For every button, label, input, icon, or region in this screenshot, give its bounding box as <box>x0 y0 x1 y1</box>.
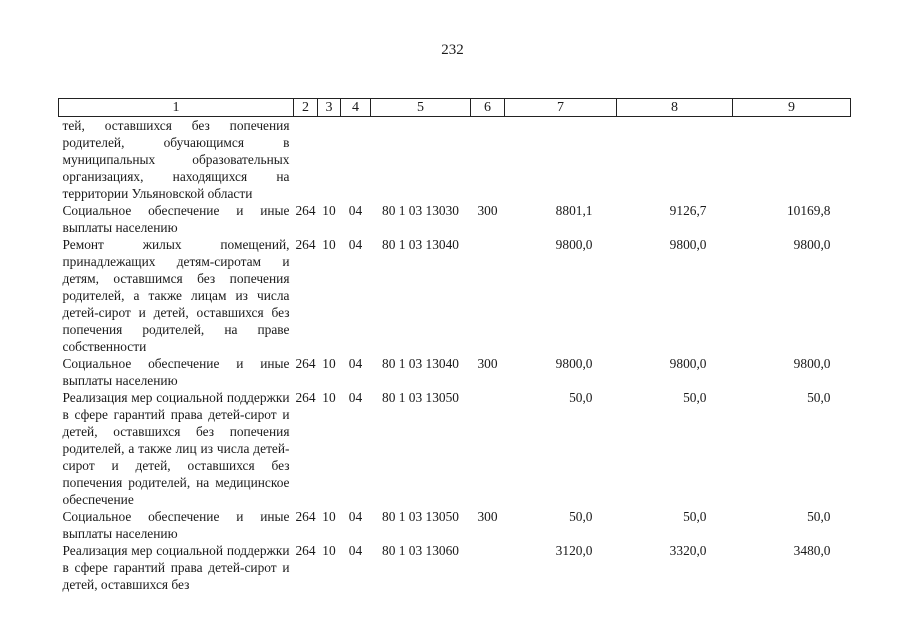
table-row <box>59 508 851 542</box>
row-section: 10 <box>322 203 336 218</box>
row-ministry: 264 <box>295 203 316 218</box>
row-amount-9: 9800,0 <box>793 356 831 371</box>
table-row <box>59 202 851 236</box>
row-ministry: 264 <box>295 237 316 252</box>
row-subsection <box>341 117 371 203</box>
row-amount-9 <box>733 117 851 203</box>
row-expense-type: 300 <box>477 509 498 524</box>
table-row <box>59 389 851 508</box>
row-amount-9: 50,0 <box>807 509 831 524</box>
header-col-5: 5 <box>371 99 471 117</box>
row-target-code: 80 1 03 13030 <box>382 203 459 218</box>
row-subsection: 04 <box>348 356 363 371</box>
row-amount-8: 3320,0 <box>669 543 707 558</box>
row-name: Социальное обеспечение и иные выплаты населению <box>62 356 290 388</box>
row-ministry <box>294 117 318 203</box>
header-col-1: 1 <box>59 99 294 117</box>
header-col-9: 9 <box>733 99 851 117</box>
row-target-code <box>371 117 471 203</box>
row-section: 10 <box>322 543 336 558</box>
row-target-code: 80 1 03 13050 <box>382 390 459 405</box>
page-number: 232 <box>441 42 464 58</box>
header-row <box>59 99 851 117</box>
row-target-code: 80 1 03 13050 <box>382 509 459 524</box>
row-amount-7: 3120,0 <box>555 543 593 558</box>
row-ministry: 264 <box>295 390 316 405</box>
row-expense-type <box>471 236 505 355</box>
row-section: 10 <box>322 509 336 524</box>
header-col-2: 2 <box>294 99 318 117</box>
row-ministry: 264 <box>295 356 316 371</box>
row-amount-9: 3480,0 <box>793 543 831 558</box>
row-amount-8 <box>617 117 733 203</box>
header-col-4: 4 <box>341 99 371 117</box>
header-col-6: 6 <box>471 99 505 117</box>
row-amount-7: 8801,1 <box>555 203 593 218</box>
row-amount-9: 9800,0 <box>793 237 831 252</box>
header-col-3: 3 <box>318 99 341 117</box>
row-name: Социальное обеспечение и иные выплаты населению <box>62 203 290 235</box>
row-expense-type: 300 <box>477 203 498 218</box>
row-name: Реализация мер социальной поддержки в сфере гарантий права детей-сирот и детей, оставшихся без попечения родителей, а также лиц из числа детей-сирот и детей, оставшихся без попечения родителей, на медицинское обеспечение <box>62 390 290 507</box>
table-row <box>59 117 851 203</box>
row-amount-8: 9126,7 <box>669 203 707 218</box>
row-amount-8: 9800,0 <box>669 356 707 371</box>
row-expense-type <box>471 389 505 508</box>
row-subsection: 04 <box>348 509 363 524</box>
row-section: 10 <box>322 356 336 371</box>
row-ministry: 264 <box>295 509 316 524</box>
row-expense-type <box>471 542 505 593</box>
row-section: 10 <box>322 390 336 405</box>
row-subsection: 04 <box>348 543 363 558</box>
row-amount-8: 50,0 <box>683 509 707 524</box>
header-col-7: 7 <box>505 99 617 117</box>
row-target-code: 80 1 03 13040 <box>382 356 459 371</box>
row-expense-type <box>471 117 505 203</box>
row-amount-9: 10169,8 <box>786 203 831 218</box>
row-amount-9: 50,0 <box>807 390 831 405</box>
row-amount-7: 9800,0 <box>555 237 593 252</box>
row-ministry: 264 <box>295 543 316 558</box>
row-name: тей, оставшихся без попечения родителей, обучающимся в муниципальных образовательных организациях, находящихся на территории Ульяновской области <box>62 118 290 201</box>
row-name: Ремонт жилых помещений, принадлежащих детям-сиротам и детям, оставшимся без попечения родителей, а также лицам из числа детей-сирот и детей, оставшихся без попечения родителей, на праве собственности <box>62 237 290 354</box>
row-name: Реализация мер социальной поддержки в сфере гарантий права детей-сирот и детей, оставшихся без <box>62 543 290 592</box>
row-target-code: 80 1 03 13040 <box>382 237 459 252</box>
row-amount-8: 50,0 <box>683 390 707 405</box>
row-name: Социальное обеспечение и иные выплаты населению <box>62 509 290 541</box>
table-row <box>59 236 851 355</box>
row-expense-type: 300 <box>477 356 498 371</box>
budget-table <box>58 98 851 593</box>
table-row <box>59 542 851 593</box>
row-amount-7: 50,0 <box>569 390 593 405</box>
row-subsection: 04 <box>348 390 363 405</box>
row-subsection: 04 <box>348 203 363 218</box>
row-section: 10 <box>322 237 336 252</box>
header-col-8: 8 <box>617 99 733 117</box>
row-subsection: 04 <box>348 237 363 252</box>
row-amount-8: 9800,0 <box>669 237 707 252</box>
row-target-code: 80 1 03 13060 <box>382 543 459 558</box>
table-row <box>59 355 851 389</box>
row-section <box>318 117 341 203</box>
row-amount-7: 50,0 <box>569 509 593 524</box>
row-amount-7 <box>505 117 617 203</box>
row-amount-7: 9800,0 <box>555 356 593 371</box>
